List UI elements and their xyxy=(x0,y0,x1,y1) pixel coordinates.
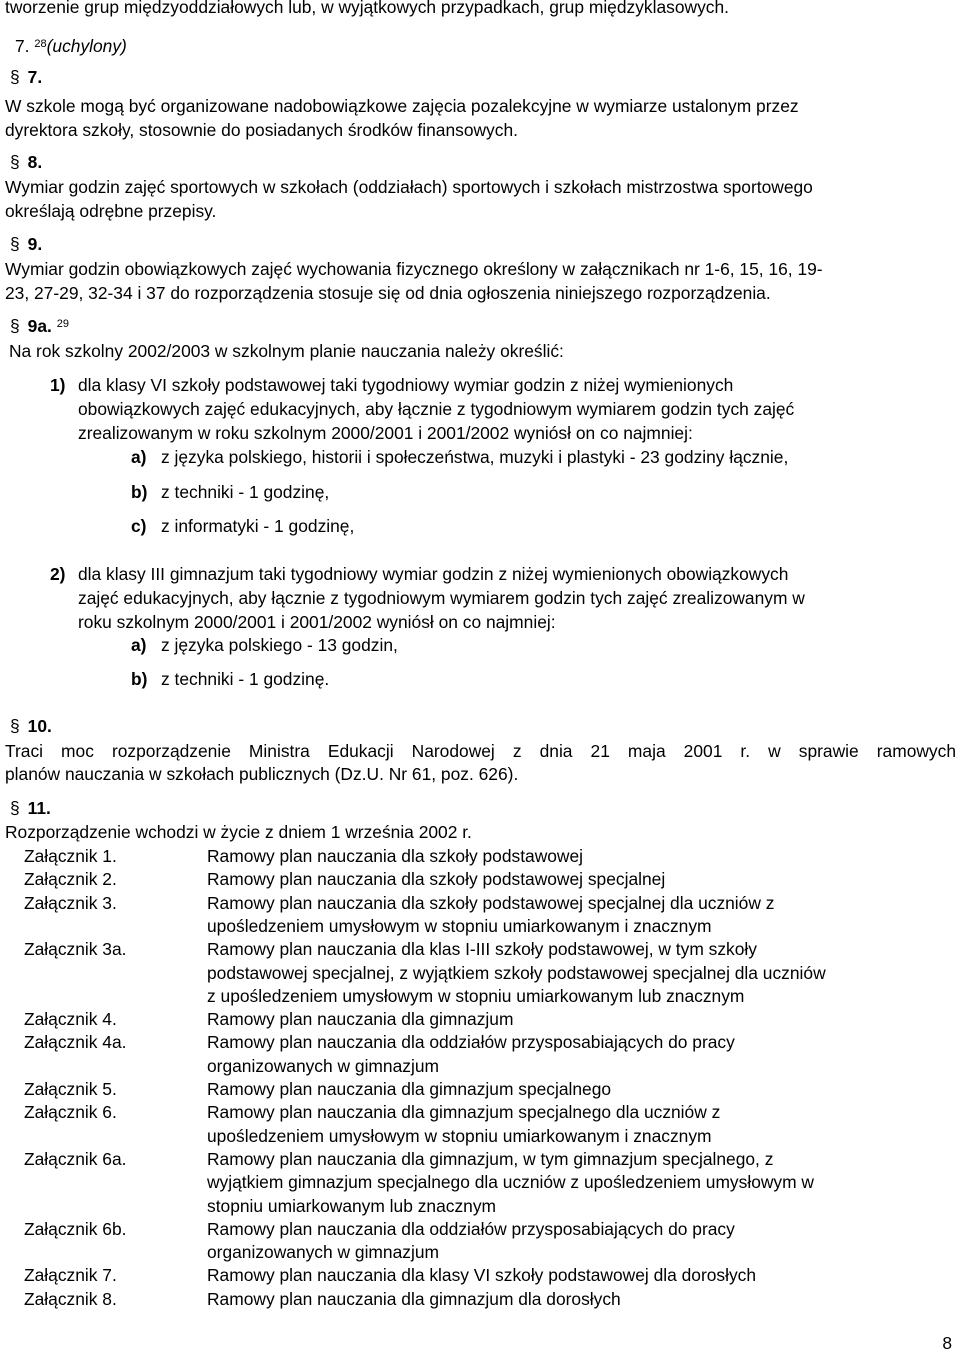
list-letter: b) xyxy=(131,669,148,689)
text-line: dla klasy VI szkoły podstawowej taki tygodniowy wymiar godzin z niżej wymienionych xyxy=(78,375,734,395)
annex-title-line: Ramowy plan nauczania dla szkoły podstawowej specjalnej xyxy=(207,869,666,890)
annex-title-line: upośledzeniem umysłowym w stopniu umiarkowanym i znacznym xyxy=(207,915,712,936)
section-heading-7 xyxy=(10,66,42,88)
annex-label: Załącznik 4. xyxy=(24,1009,117,1030)
paragraph-7-repealed xyxy=(15,35,127,57)
annex-title-line: z upośledzeniem umysłowym w stopniu umiarkowanym lub znacznym xyxy=(207,985,745,1006)
annex-label: Załącznik 6a. xyxy=(24,1148,127,1169)
section-mark: § xyxy=(10,316,20,336)
text-line: Na rok szkolny 2002/2003 w szkolnym planie nauczania należy określić: xyxy=(9,341,564,361)
text-line: tworzenie grup międzyoddziałowych lub, w wyjątkowych przypadkach, grup międzyklasowych. xyxy=(5,0,729,17)
text-line: W szkole mogą być organizowane nadobowiązkowe zajęcia pozalekcyjne w wymiarze ustalonym przez xyxy=(5,96,799,116)
annex-title-line: Ramowy plan nauczania dla szkoły podstawowej specjalnej dla uczniów z xyxy=(207,892,775,913)
annex-title-line: Ramowy plan nauczania dla szkoły podstawowej xyxy=(207,846,584,866)
section-number: 10. xyxy=(27,716,52,736)
annex-label: Załącznik 4a. xyxy=(24,1032,127,1053)
section-mark: § xyxy=(10,234,20,254)
section-number: 9a. xyxy=(27,316,52,336)
section-number: 7. xyxy=(27,67,43,87)
annex-title-line: Ramowy plan nauczania dla gimnazjum dla dorosłych xyxy=(207,1288,621,1309)
section-number: 9. xyxy=(27,234,43,254)
section-number: 8. xyxy=(27,152,43,172)
footnote-marker: 28 xyxy=(34,38,47,50)
text-line: planów nauczania w szkołach publicznych (Dz.U. Nr 61, poz. 626). xyxy=(5,764,519,784)
annex-label: Załącznik 8. xyxy=(24,1288,117,1309)
annex-title-line: stopniu umiarkowanym lub znacznym xyxy=(207,1195,497,1216)
text-line: z języka polskiego - 13 godzin, xyxy=(161,635,398,655)
text-line: z języka polskiego, historii i społeczeństwa, muzyki i plastyki - 23 godziny łącznie, xyxy=(161,447,789,467)
annex-label: Załącznik 1. xyxy=(24,846,117,866)
annex-title-line: Ramowy plan nauczania dla klas I-III szkoły podstawowej, w tym szkoły xyxy=(207,939,757,960)
annex-title-line: Ramowy plan nauczania dla gimnazjum, w tym gimnazjum specjalnego, z xyxy=(207,1148,774,1169)
list-number: 1) xyxy=(50,375,66,395)
text-line: dyrektora szkoły, stosownie do posiadanych środków finansowych. xyxy=(5,120,518,140)
annex-title-line: Ramowy plan nauczania dla gimnazjum specjalnego xyxy=(207,1079,612,1099)
annex-label: Załącznik 7. xyxy=(24,1265,117,1286)
annex-label: Załącznik 3a. xyxy=(24,939,127,960)
annex-title-line: upośledzeniem umysłowym w stopniu umiarkowanym i znacznym xyxy=(207,1125,712,1146)
list-number: 2) xyxy=(50,564,66,584)
text-line: Traci moc rozporządzenie Ministra Edukacji Narodowej z dnia 21 maja 2001 r. w sprawie ramowych xyxy=(5,741,956,761)
annex-label: Załącznik 6. xyxy=(24,1102,117,1123)
annex-title-line: Ramowy plan nauczania dla gimnazjum xyxy=(207,1009,514,1030)
annex-label: Załącznik 6b. xyxy=(24,1218,127,1239)
section-heading-9a xyxy=(10,315,69,337)
footnote-marker: 29 xyxy=(56,318,69,330)
text-line: określają odrębne przepisy. xyxy=(5,201,217,221)
annex-title-line: Ramowy plan nauczania dla oddziałów przysposabiających do pracy xyxy=(207,1032,735,1053)
list-letter: a) xyxy=(131,635,147,655)
annex-label: Załącznik 2. xyxy=(24,869,117,890)
list-letter: a) xyxy=(131,447,147,467)
list-letter: c) xyxy=(131,516,147,536)
text-line: obowiązkowych zajęć edukacyjnych, aby łącznie z tygodniowym wymiarem godzin tych zajęć xyxy=(78,399,795,419)
list-letter: b) xyxy=(131,482,148,502)
page-number: 8 xyxy=(942,1333,952,1353)
annex-title-line: organizowanych w gimnazjum xyxy=(207,1242,439,1263)
text-line: z techniki - 1 godzinę. xyxy=(161,669,330,689)
text-line: Wymiar godzin zajęć sportowych w szkołach (oddziałach) sportowych i szkołach mistrzostwa sportowego xyxy=(5,177,813,197)
section-mark: § xyxy=(10,152,20,172)
text-line: z informatyki - 1 godzinę, xyxy=(161,516,355,536)
annex-title-line: Ramowy plan nauczania dla gimnazjum specjalnego dla uczniów z xyxy=(207,1102,721,1123)
text-line: z techniki - 1 godzinę, xyxy=(161,482,330,502)
section-number: 11. xyxy=(27,798,51,818)
paragraph-number: 7. xyxy=(15,36,30,56)
section-heading-9 xyxy=(10,233,42,255)
text-line: dla klasy III gimnazjum taki tygodniowy wymiar godzin z niżej wymienionych obowiązkowych xyxy=(78,564,789,584)
section-heading-10 xyxy=(10,715,52,737)
repealed-text: (uchylony) xyxy=(46,36,127,56)
text-line: Rozporządzenie wchodzi w życie z dniem 1 września 2002 r. xyxy=(5,822,472,842)
annex-title-line: organizowanych w gimnazjum xyxy=(207,1055,439,1076)
annex-title-line: wyjątkiem gimnazjum specjalnego dla uczniów z upośledzeniem umysłowym w xyxy=(207,1172,814,1193)
annex-label: Załącznik 3. xyxy=(24,892,117,913)
annex-title-line: Ramowy plan nauczania dla klasy VI szkoły podstawowej dla dorosłych xyxy=(207,1265,757,1286)
section-mark: § xyxy=(10,716,20,736)
annex-title-line: podstawowej specjalnej, z wyjątkiem szkoły podstawowej specjalnej dla uczniów xyxy=(207,962,826,983)
text-line: roku szkolnym 2000/2001 i 2001/2002 wyniósł on co najmniej: xyxy=(78,612,556,632)
text-line: 23, 27-29, 32-34 i 37 do rozporządzenia stosuje się od dnia ogłoszenia niniejszego rozporządzenia. xyxy=(5,283,771,303)
text-line: zrealizowanym w roku szkolnym 2000/2001 i 2001/2002 wyniósł on co najmniej: xyxy=(78,423,693,443)
text-line: zajęć edukacyjnych, aby łącznie z tygodniowym wymiarem godzin tych zajęć zrealizowanym w xyxy=(78,588,805,608)
section-heading-8 xyxy=(10,151,42,173)
section-mark: § xyxy=(10,67,20,87)
annex-label: Załącznik 5. xyxy=(24,1079,117,1099)
section-heading-11 xyxy=(10,797,51,819)
annex-title-line: Ramowy plan nauczania dla oddziałów przysposabiających do pracy xyxy=(207,1218,735,1239)
section-mark: § xyxy=(10,798,20,818)
text-line: Wymiar godzin obowiązkowych zajęć wychowania fizycznego określony w załącznikach nr 1-6, 15, 16, 19- xyxy=(5,259,823,279)
